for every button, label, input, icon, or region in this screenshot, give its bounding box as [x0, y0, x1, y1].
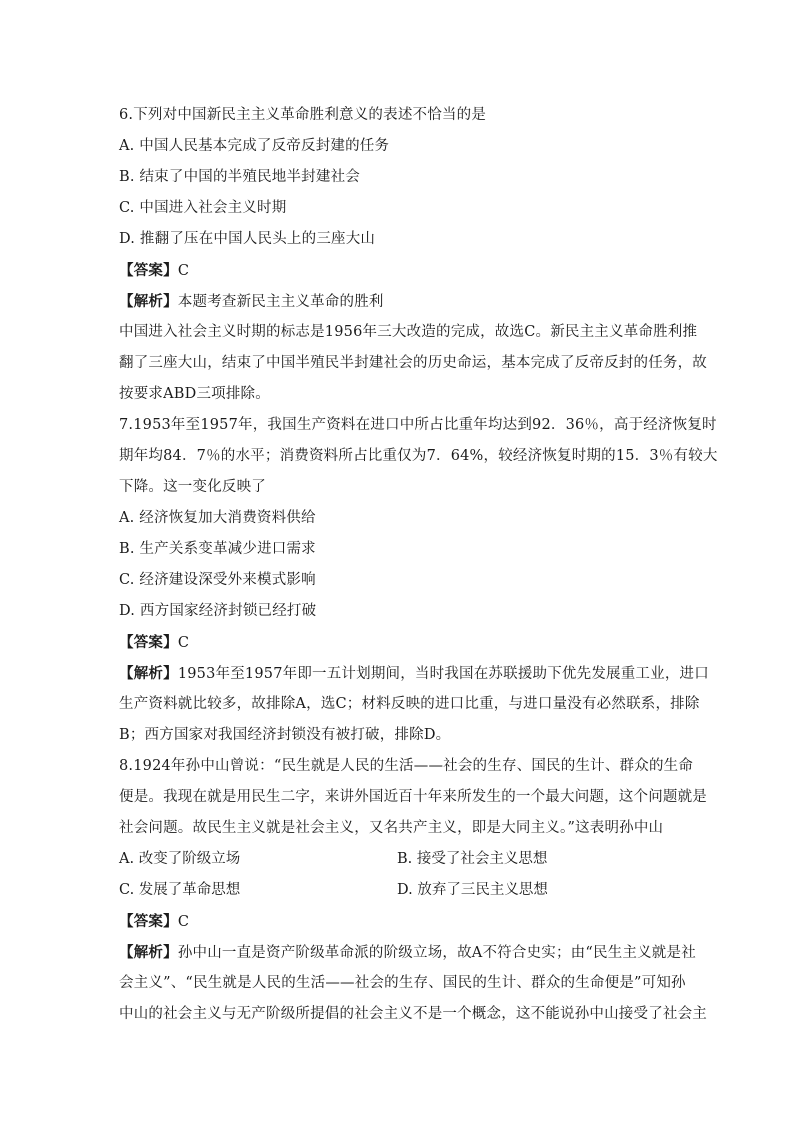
question-7-stem-line: 7.1953年至1957年，我国生产资料在进口中所占比重年均达到92．36％，高于经济恢复时	[119, 417, 717, 433]
question-6-analysis-line: 中国进入社会主义时期的标志是1956年三大改造的完成，故选C。新民主主义革命胜利推	[119, 324, 698, 340]
question-6-analysis-line: 翻了三座大山，结束了中国半殖民半封建社会的历史命运，基本完成了反帝反封的任务，故	[119, 355, 707, 371]
question-8-option-b: B. 接受了社会主义思想	[397, 851, 548, 867]
question-7-option-c: C. 经济建设深受外来模式影响	[119, 572, 316, 588]
question-7-stem-line: 下降。这一变化反映了	[119, 479, 266, 495]
analysis-text: 1953年至1957年即一五计划期间，当时我国在苏联援助下优先发展重工业，进口	[177, 666, 709, 682]
question-6-option-b: B. 结束了中国的半殖民地半封建社会	[119, 169, 360, 185]
answer-value: C	[177, 263, 190, 279]
question-8-option-d: D. 放弃了三民主义思想	[397, 882, 548, 898]
question-7-stem-line: 期年均84．7％的水平；消费资料所占比重仅为7．64%，较经济恢复时期的15．3％有较大	[119, 448, 718, 464]
question-6-analysis-line: 按要求ABD三项排除。	[119, 386, 270, 402]
question-8-options-row	[119, 844, 675, 875]
question-6-answer	[119, 255, 675, 286]
question-7-option-d: D. 西方国家经济封锁已经打破	[119, 603, 317, 619]
answer-value: C	[177, 635, 190, 651]
analysis-tag: 【解析】	[119, 944, 178, 961]
question-8-stem-line: 8.1924年孙中山曾说：“民生就是人民的生活——社会的生存、国民的生计、群众的生命	[119, 758, 694, 774]
question-8-analysis-line: 会主义”、“民生就是人民的生活——社会的生存、国民的生计、群众的生命便是”可知孙	[119, 975, 686, 991]
question-8-options-row	[119, 875, 675, 906]
analysis-tag: 【解析】	[119, 293, 178, 310]
answer-tag: 【答案】	[119, 262, 178, 279]
question-7-analysis-line	[119, 658, 709, 689]
question-8-option-c: C. 发展了革命思想	[119, 882, 241, 898]
question-6-option-d: D. 推翻了压在中国人民头上的三座大山	[119, 231, 376, 247]
question-8-stem-line: 社会问题。故民生主义就是社会主义，又名共产主义，即是大同主义。”这表明孙中山	[119, 820, 664, 836]
answer-tag: 【答案】	[119, 634, 178, 651]
question-8-analysis-line: 中山的社会主义与无产阶级所提倡的社会主义不是一个概念，这不能说孙中山接受了社会主	[119, 1006, 707, 1022]
question-6	[119, 100, 707, 410]
question-6-option-a: A. 中国人民基本完成了反帝反封建的任务	[119, 138, 390, 154]
question-8-option-a: A. 改变了阶级立场	[119, 851, 241, 867]
question-6-option-c: C. 中国进入社会主义时期	[119, 200, 287, 216]
question-8-analysis-line	[119, 937, 696, 968]
analysis-tag: 【解析】	[119, 665, 178, 682]
question-7-option-a: A. 经济恢复加大消费资料供给	[119, 510, 316, 526]
question-7-analysis-line: B；西方国家对我国经济封锁没有被打破，排除D。	[119, 727, 451, 743]
question-7-option-b: B. 生产关系变革减少进口需求	[119, 541, 316, 557]
analysis-head-text: 本题考查新民主主义革命的胜利	[177, 294, 384, 310]
analysis-text: 孙中山一直是资产阶级革命派的阶级立场，故A不符合史实；由“民生主义就是社	[177, 945, 696, 961]
question-7	[119, 410, 718, 751]
document-page	[119, 100, 718, 1030]
question-6-stem: 6.下列对中国新民主主义革命胜利意义的表述不恰当的是	[119, 107, 487, 123]
answer-tag: 【答案】	[119, 913, 178, 930]
question-7-analysis-line: 生产资料就比较多，故排除A，选C；材料反映的进口比重，与进口量没有必然联系，排除	[119, 696, 700, 712]
question-6-analysis-head	[119, 286, 675, 317]
question-8-answer	[119, 906, 675, 937]
question-7-answer	[119, 627, 675, 658]
answer-value: C	[177, 914, 190, 930]
question-8	[119, 751, 707, 1030]
question-8-stem-line: 便是。我现在就是用民生二字，来讲外国近百十年来所发生的一个最大问题，这个问题就是	[119, 789, 707, 805]
